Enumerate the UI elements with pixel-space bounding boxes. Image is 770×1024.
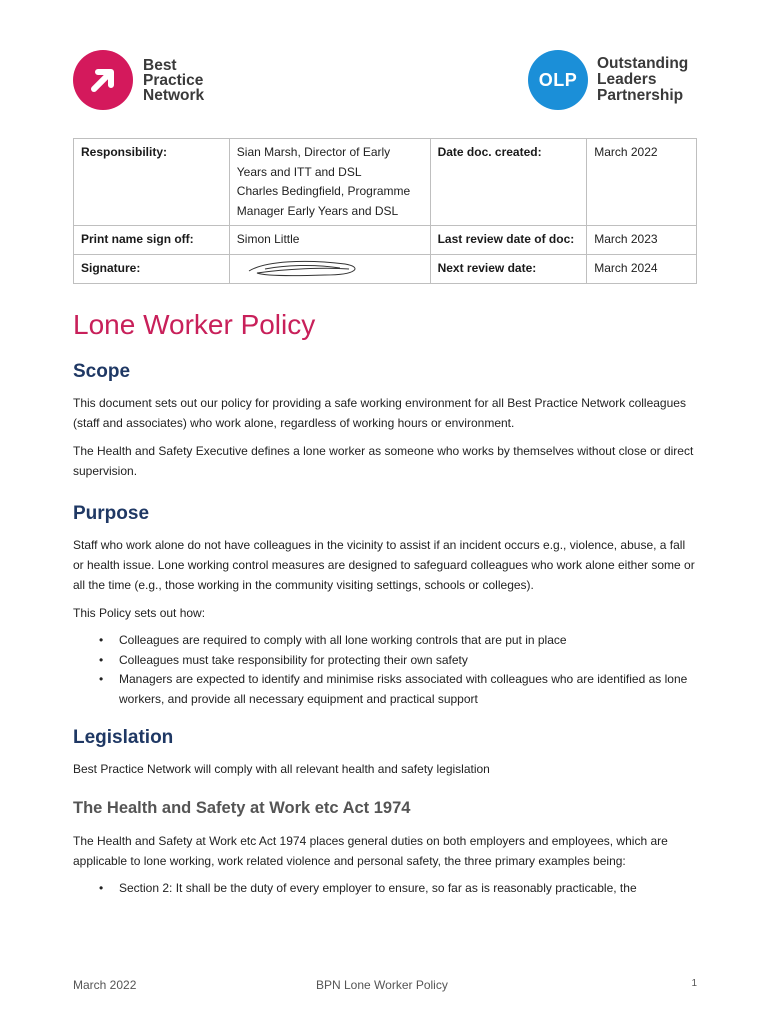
footer-title: BPN Lone Worker Policy	[316, 978, 448, 992]
purpose-list	[73, 631, 699, 709]
responsibility-value: Sian Marsh, Director of Early Years and ITT and DSL Charles Bedingfield, Programme Manager Early Years and DSL	[229, 139, 430, 226]
next-review-label: Next review date:	[430, 254, 587, 283]
scope-paragraph-2: The Health and Safety Executive defines a lone worker as someone who works by themselves without close or direct supervision.	[73, 444, 694, 478]
scope-heading: Scope	[73, 361, 131, 382]
page-footer	[73, 978, 697, 998]
signature-value	[229, 254, 430, 283]
purpose-paragraph-1: Staff who work alone do not have colleagues in the vicinity to assist if an incident occurs e.g., violence, abuse, a fall or health issue. Lone working control measures are designed to safeguard colleagues who work alone either some or all the time (e.g., those working in the community visiting settings, schools or colleges).	[73, 538, 695, 592]
legislation-paragraph-1: Best Practice Network will comply with all relevant health and safety legislation	[73, 762, 490, 776]
bpn-logo	[73, 50, 223, 110]
list-item: • Section 2: It shall be the duty of every employer to ensure, so far as is reasonably practicable, the	[119, 879, 699, 899]
hsw-act-heading: The Health and Safety at Work etc Act 1974	[73, 799, 411, 817]
purpose-heading: Purpose	[73, 503, 150, 524]
list-item: • Managers are expected to identify and minimise risks associated with colleagues who are identified as lone workers, and provide all necessary equipment and practical support	[119, 670, 699, 709]
list-item: • Colleagues must take responsibility for protecting their own safety	[119, 651, 699, 671]
table-row	[74, 139, 697, 226]
bpn-arrow-icon	[73, 50, 133, 110]
date-created-value: March 2022	[587, 139, 697, 226]
table-row	[74, 254, 697, 283]
scope-paragraph-1: This document sets out our policy for providing a safe working environment for all Best Practice Network colleagues (staff and associates) who work alone, regardless of working hours or environment.	[73, 396, 686, 430]
document-info-table	[73, 138, 697, 284]
responsibility-label: Responsibility:	[74, 139, 230, 226]
olp-logo-text: Outstanding Leaders Partnership	[597, 55, 689, 104]
hsw-act-paragraph-1: The Health and Safety at Work etc Act 1974 places general duties on both employers and employees, which are applicable to lone working, work related violence and personal safety, the three primary examples being:	[73, 834, 668, 868]
hsw-act-list	[73, 879, 699, 899]
table-row	[74, 226, 697, 255]
print-name-value: Simon Little	[229, 226, 430, 255]
signature-label: Signature:	[74, 254, 230, 283]
legislation-heading: Legislation	[73, 727, 174, 748]
last-review-label: Last review date of doc:	[430, 226, 587, 255]
signature-scribble	[245, 259, 365, 279]
purpose-paragraph-2: This Policy sets out how:	[73, 606, 206, 620]
document-body	[73, 305, 699, 907]
last-review-value: March 2023	[587, 226, 697, 255]
list-item: • Colleagues are required to comply with all lone working controls that are put in place	[119, 631, 699, 651]
date-created-label: Date doc. created:	[430, 139, 587, 226]
bpn-logo-text: Best Practice Network	[143, 56, 205, 104]
olp-logo	[528, 50, 703, 110]
olp-mark: OLP	[528, 50, 588, 110]
page-number: 1	[691, 978, 697, 989]
print-name-label: Print name sign off:	[74, 226, 230, 255]
document-title: Lone Worker Policy	[73, 309, 316, 340]
next-review-value: March 2024	[587, 254, 697, 283]
footer-date: March 2022	[73, 978, 137, 992]
